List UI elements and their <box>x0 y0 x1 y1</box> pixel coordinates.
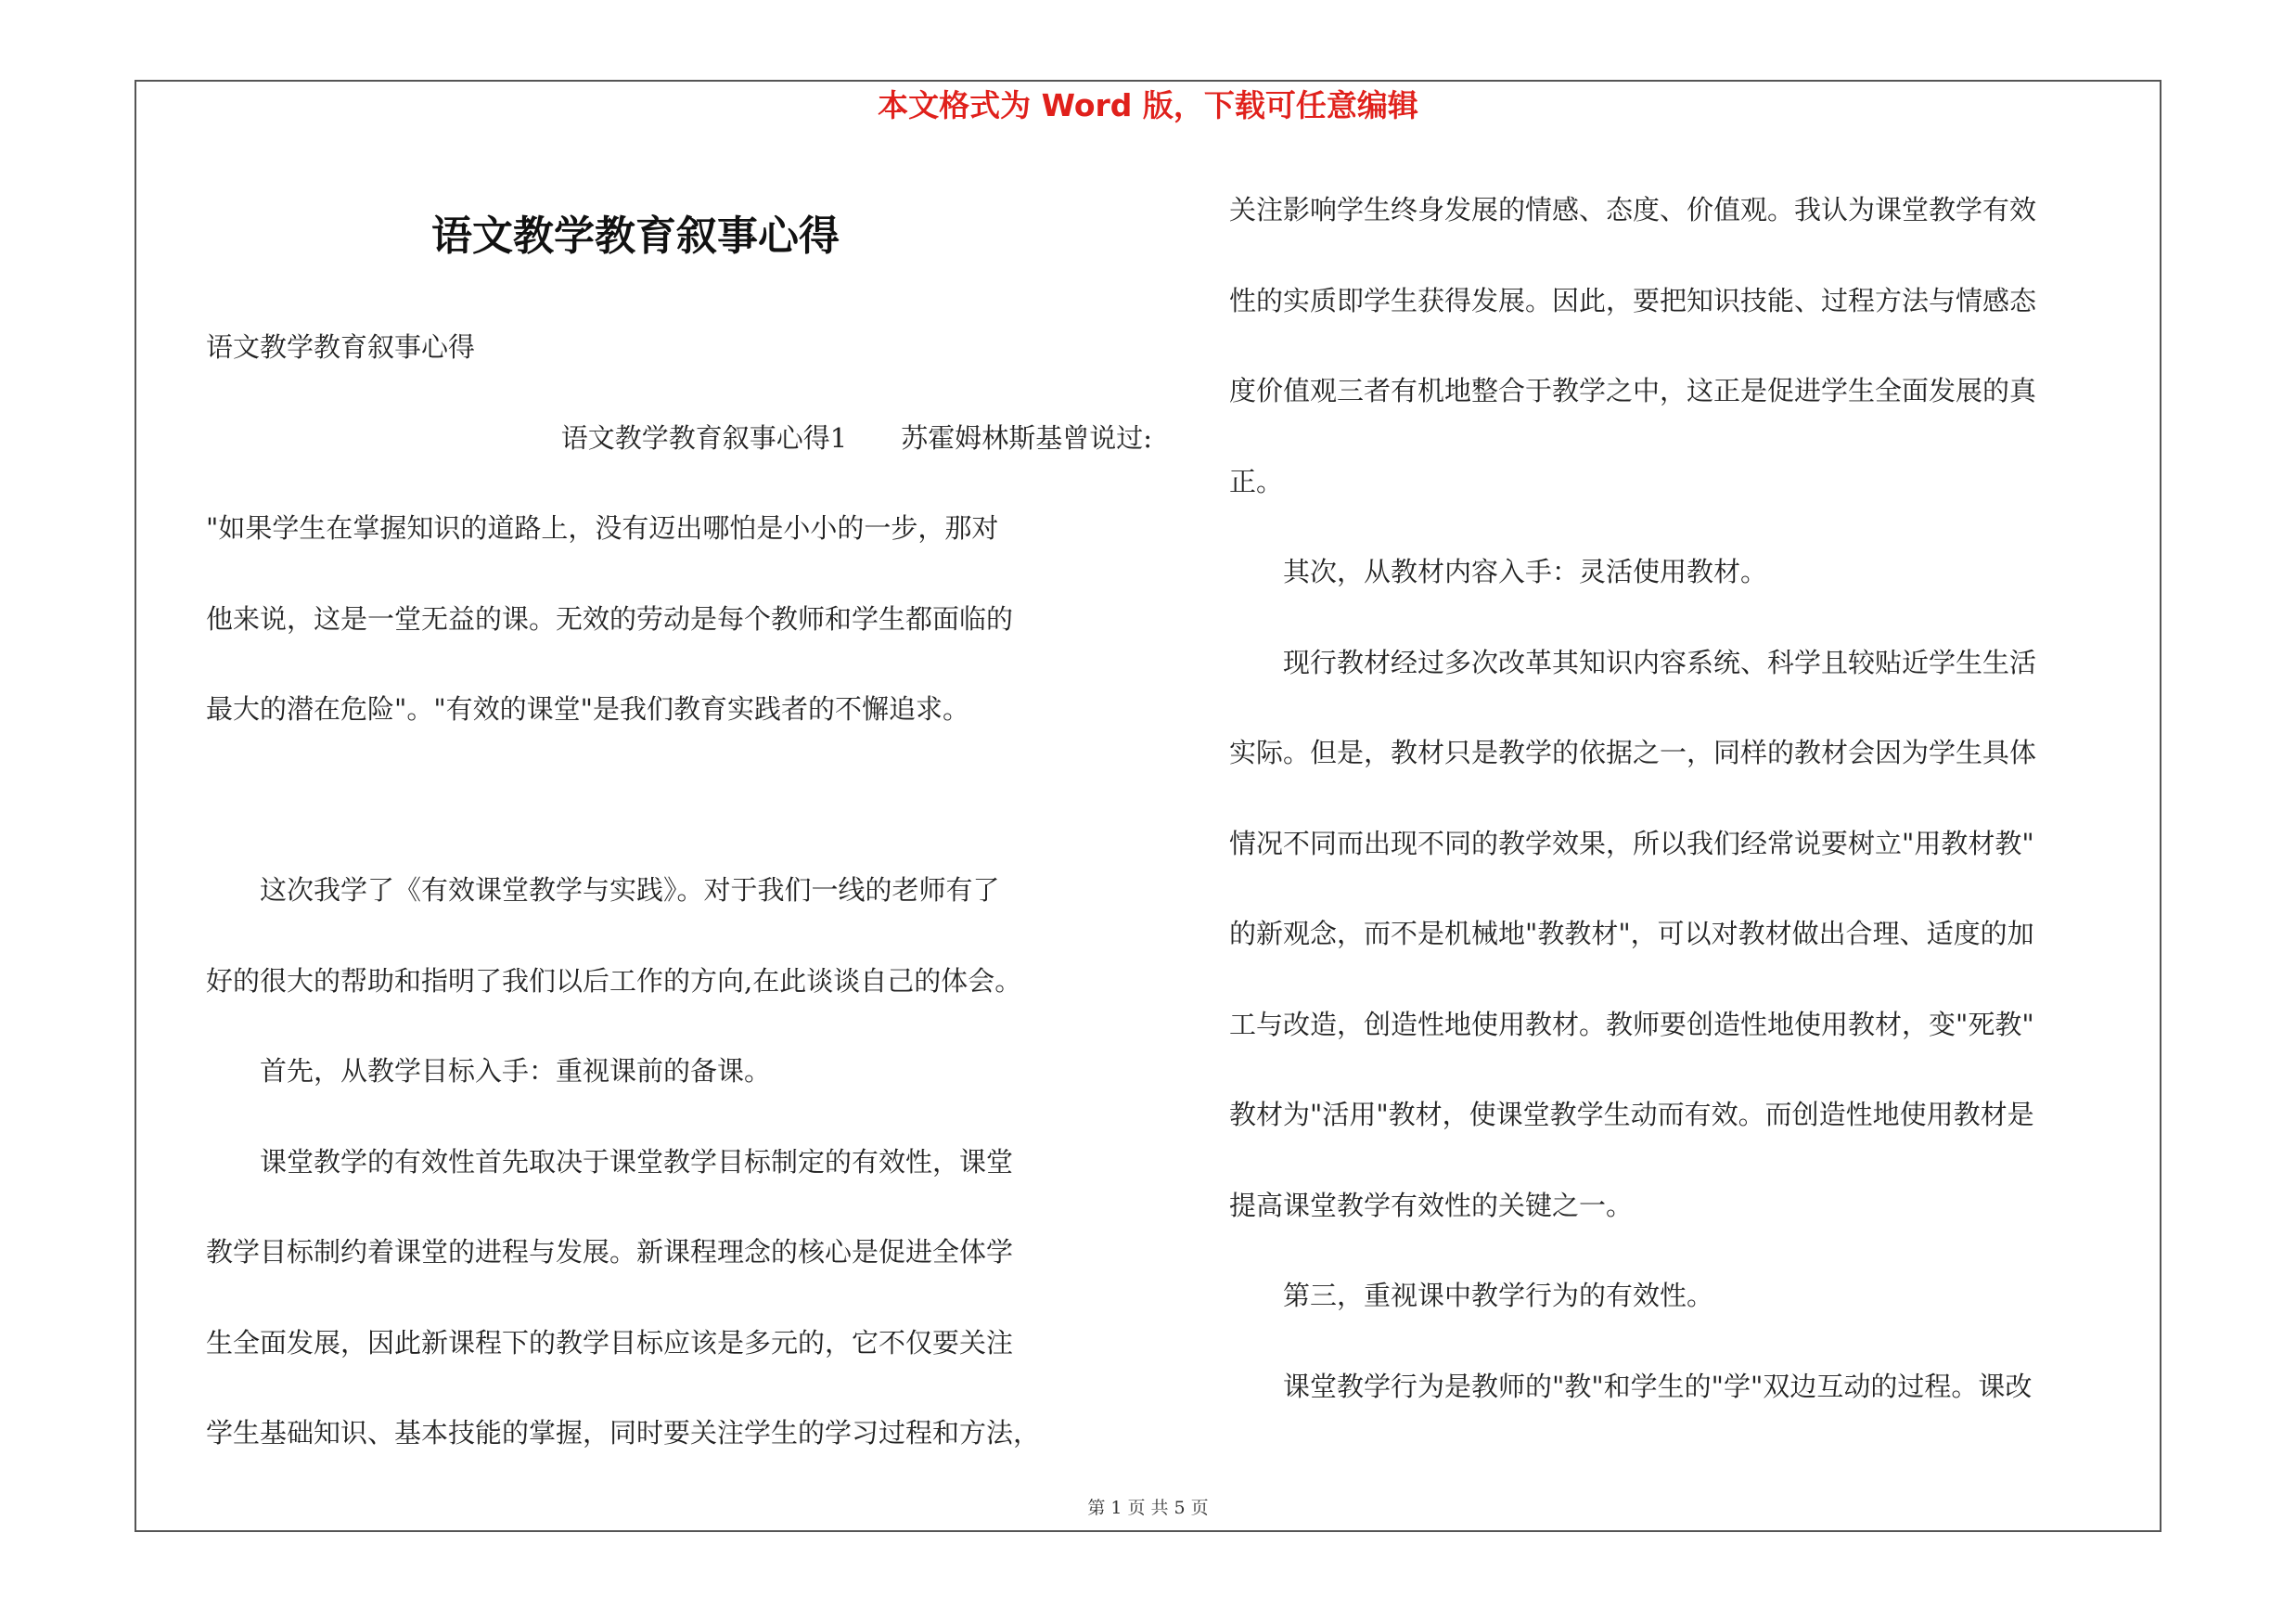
format-banner: 本文格式为 Word 版，下载可任意编辑 <box>878 87 1418 123</box>
document-title: 语文教学教育叙事心得 <box>431 213 840 260</box>
text-line: 这次我学了《有效课堂教学与实践》。对于我们一线的老师有了 <box>206 874 1000 906</box>
text-line: 课堂教学的有效性首先取决于课堂教学目标制定的有效性，课堂 <box>206 1145 1014 1178</box>
subtitle-line: 语文教学教育叙事心得 <box>206 331 476 363</box>
page-number: 第 1 页 共 5 页 <box>1087 1498 1209 1518</box>
text-line: 教学目标制约着课堂的进程与发展。新课程理念的核心是促进全体学 <box>206 1236 1014 1268</box>
text-line: 正。 <box>1229 465 1284 497</box>
text-line: 的新观念，而不是机械地"教教材"，可以对教材做出合理、适度的加 <box>1229 918 2034 949</box>
text-line: 关注影响学生终身发展的情感、态度、价值观。我认为课堂教学有效 <box>1229 194 2037 225</box>
text-line: 情况不同而出现不同的教学效果，所以我们经常说要树立"用教材教" <box>1229 827 2034 859</box>
text-line: 最大的潜在危险"。"有效的课堂"是我们教育实践者的不懈追求。 <box>206 693 970 725</box>
text-line: 工与改造，创造性地使用教材。教师要创造性地使用教材，变"死教" <box>1229 1008 2034 1040</box>
text-line: 实际。但是，教材只是教学的依据之一，同样的教材会因为学生具体 <box>1229 737 2037 768</box>
text-line: 性的实质即学生获得发展。因此，要把知识技能、过程方法与情感态 <box>1229 284 2037 316</box>
text-line: 度价值观三者有机地整合于教学之中，这正是促进学生全面发展的真 <box>1229 375 2037 406</box>
left-column <box>206 303 1152 1479</box>
text-line: 生全面发展，因此新课程下的教学目标应该是多元的，它不仅要关注 <box>206 1326 1014 1359</box>
text-line: 语文教学教育叙事心得1 苏霍姆林斯基曾说过: <box>560 421 1152 454</box>
text-line: 第三，重视课中教学行为的有效性。 <box>1229 1280 1714 1311</box>
text-line: 课堂教学行为是教师的"教"和学生的"学"双边互动的过程。课改 <box>1229 1370 2033 1402</box>
text-line: 好的很大的帮助和指明了我们以后工作的方向,在此谈谈自己的体会。 <box>206 964 1022 997</box>
text-line: "如果学生在掌握知识的道路上，没有迈出哪怕是小小的一步，那对 <box>206 512 999 544</box>
text-line: 教材为"活用"教材，使课堂教学生动而有效。而创造性地使用教材是 <box>1229 1099 2034 1130</box>
text-line: 首先，从教学目标入手：重视课前的备课。 <box>206 1055 772 1087</box>
text-line: 学生基础知识、基本技能的掌握，同时要关注学生的学习过程和方法， <box>206 1417 1041 1449</box>
text-line: 提高课堂教学有效性的关键之一。 <box>1229 1189 1634 1221</box>
right-column <box>1229 165 2161 1432</box>
text-line: 他来说，这是一堂无益的课。无效的劳动是每个教师和学生都面临的 <box>206 602 1014 635</box>
text-line: 其次，从教材内容入手：灵活使用教材。 <box>1229 556 1768 587</box>
blank-line <box>206 755 1152 846</box>
text-line: 现行教材经过多次改革其知识内容系统、科学且较贴近学生生活 <box>1229 646 2037 678</box>
